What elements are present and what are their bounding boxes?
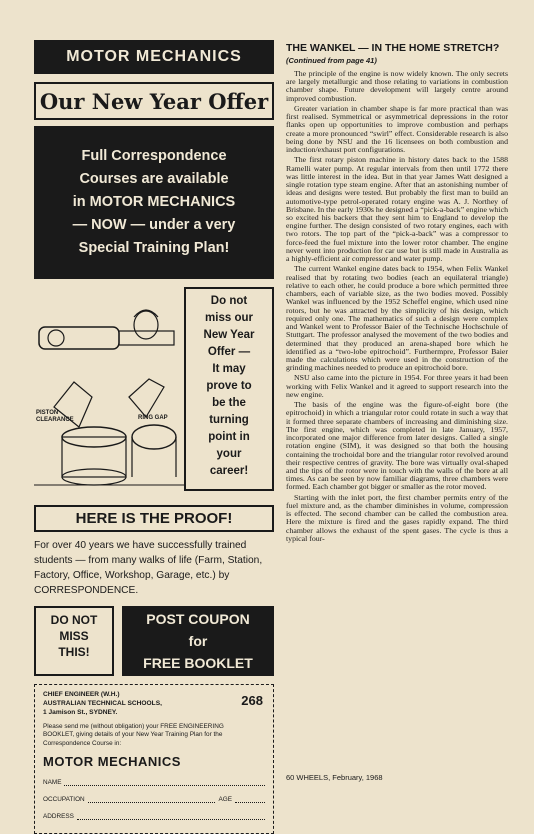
- msg-line: miss our: [205, 312, 253, 324]
- post-line: FREE BOOKLET: [143, 655, 253, 671]
- form-course: MOTOR MECHANICS: [43, 754, 181, 770]
- engine-illustration: [34, 287, 274, 493]
- age-label: AGE: [218, 796, 232, 804]
- new-year-message: [184, 287, 274, 491]
- ring-gap-label: RING GAP: [138, 415, 168, 421]
- dnm-line: MISS: [59, 629, 89, 643]
- msg-line: Do not: [210, 295, 248, 307]
- form-number: 268: [241, 693, 263, 708]
- msg-line: Offer —: [207, 346, 251, 358]
- article-title: THE WANKEL — IN THE HOME STRETCH?: [286, 42, 500, 54]
- pitch-line: in MOTOR MECHANICS: [72, 194, 236, 210]
- form-request: Please send me (without obligation) your FREE ENGINEERING BOOKLET, giving details of your New Year Training Plan for the Correspondence Course in:: [43, 723, 224, 747]
- coupon-form[interactable]: [34, 684, 274, 834]
- paragraph: The first rotary piston machine in history dates back to the 1588 Ramelli water pump. At regular intervals from then until 1772 there was little interest in the idea. But in that year James Watt designed a single rotation type steam engine. After that an astonishing number of ideas and designs were tested. But probably the first man to build an automotive-type petrol-operated rotary engine was A. J. Northey of Brisbane. In the early 1930s he designed a “pick-a-back” engine which so excited his backers that they sent him to England to develop the engine further. The design consisted of two rotary engines, each with two rotors. The top part of the “pick-a-back” was a compressor to force-feed the fuel mixture into the lower rotor chamber. The engine never went into production for car use but is still made in Australia as a highly-efficient air compressor and water pump.: [286, 155, 508, 264]
- pitch-line: Full Correspondence: [81, 148, 227, 164]
- piston-drawing: [34, 287, 184, 493]
- address-field[interactable]: [43, 813, 265, 820]
- msg-line: New Year: [203, 329, 255, 341]
- name-field[interactable]: [43, 779, 265, 786]
- msg-line: your: [216, 448, 242, 460]
- msg-line: prove to: [206, 380, 252, 392]
- proof-title: HERE IS THE PROOF!: [34, 505, 274, 532]
- article-body: [286, 70, 508, 543]
- paragraph: Greater variation in chamber shape is far more practical than was first realised. Symmetrical or asymmetrical depressions in the rotor flanks open up opportunities to improve combustion and perhaps create a more pronounced “swirl” effect. Considerable research is also being done by NSU and the 16 licensees on both combustion and induction/exhaust port configurations.: [286, 103, 508, 155]
- form-addressee: CHIEF ENGINEER (W.H.): [43, 691, 120, 698]
- msg-line: be the: [212, 397, 246, 409]
- coupon-row: [34, 606, 274, 676]
- dnm-line: DO NOT: [50, 613, 98, 627]
- article: [286, 42, 508, 792]
- paragraph: Starting with the inlet port, the first chamber permits entry of the fuel mixture and, as the chamber diminishes in volume, compression is effected. The second chamber can be called the combustion area. Here the mixture is fired and the gases rapidly expand. The third chamber allows the exhaust of the spent gases. The cycle is thus a typical four-: [286, 492, 508, 543]
- post-coupon-box: [122, 606, 274, 676]
- post-line: for: [188, 633, 208, 649]
- paragraph: The basis of the engine was the figure-of-eight bore (the epitrochoid) in which a triangular rotor could rotate in such a way that it formed three separate chambers of increasing and diminishing size. The first engine, which was completed in late January, 1957, incorporated one major difference from later designs. Called a single rotation engine (SIM), it was designed so that both the housing containing the trochoidal bore and the triangular rotor revolved around their respective centres of gravity. The bore was virtually oval-shaped and the tips of the rotor were in touch with the walls of the bore at all times. As can be seen by now familiar diagrams, three chambers were formed. Each chamber got bigger or smaller as the rotor moved.: [286, 400, 508, 492]
- form-school: AUSTRALIAN TECHNICAL SCHOOLS,: [43, 700, 162, 707]
- ad-header: MOTOR MECHANICS: [34, 40, 274, 74]
- msg-line: It may: [212, 363, 246, 375]
- post-line: POST COUPON: [146, 611, 250, 627]
- msg-line: point in: [208, 431, 250, 443]
- paragraph: The current Wankel engine dates back to 1954, when Felix Wankel realised that by rotating two bodies (each an equilateral triangle) relative to each other, he could produce a bore which permitted three chambers, each of variable size, as the two bodies moved. Possibly Wankel was influenced by the 1952 Scheffel engine, which used nine rotors, but he was attracted by the simplicity of his design, which required only one. The mathematics of such a design were complex and Wankel went to Professor Baier of the Technische Hochschule of Stuttgart. The professor analysed the movement of the two bodies and determined that they produced an arena-shaped bore which he identified as a “two-lobe epitrochoid”. Furthermpre, Professor Baier made the calculations which were used in the construction of the grinding machines needed to produce an epitrochoid bore.: [286, 264, 508, 373]
- name-label: NAME: [43, 779, 62, 787]
- dnm-line: THIS!: [58, 645, 90, 659]
- offer-banner: Our New Year Offer: [34, 82, 274, 120]
- page-footer: 60 WHEELS, February, 1968: [286, 773, 383, 782]
- address-label: ADDRESS: [43, 813, 74, 821]
- piston-clearance-label: PISTON CLEARANCE: [36, 410, 74, 423]
- do-not-miss-box: [34, 606, 114, 676]
- address-line[interactable]: [77, 813, 265, 820]
- paragraph: NSU also came into the picture in 1954. For three years it had been working with Felix Wankel and it agreed to support research into the new engine.: [286, 373, 508, 399]
- pitch-block: [34, 126, 274, 279]
- continued-note: (Continued from page 41): [286, 56, 377, 65]
- advertisement: [34, 40, 274, 821]
- pitch-line: Courses are available: [79, 171, 229, 187]
- msg-line: turning: [209, 414, 249, 426]
- msg-line: career!: [209, 465, 249, 477]
- proof-body: For over 40 years we have successfully trained students — from many walks of life (Farm, Station, Factory, Office, Workshop, Garage, etc.) by CORRESPONDENCE.: [34, 540, 263, 596]
- form-street: 1 Jamison St., SYDNEY.: [43, 709, 118, 716]
- occupation-label: OCCUPATION: [43, 796, 85, 804]
- pitch-line: Special Training Plan!: [78, 240, 230, 256]
- pitch-line: — NOW — under a very: [72, 217, 236, 233]
- name-line[interactable]: [64, 779, 265, 786]
- paragraph: The principle of the engine is now widely known. The only secrets are largely metallurgic and those relating to variations in combustion chamber shape. Future development will largely centre around improved combustion.: [286, 69, 508, 103]
